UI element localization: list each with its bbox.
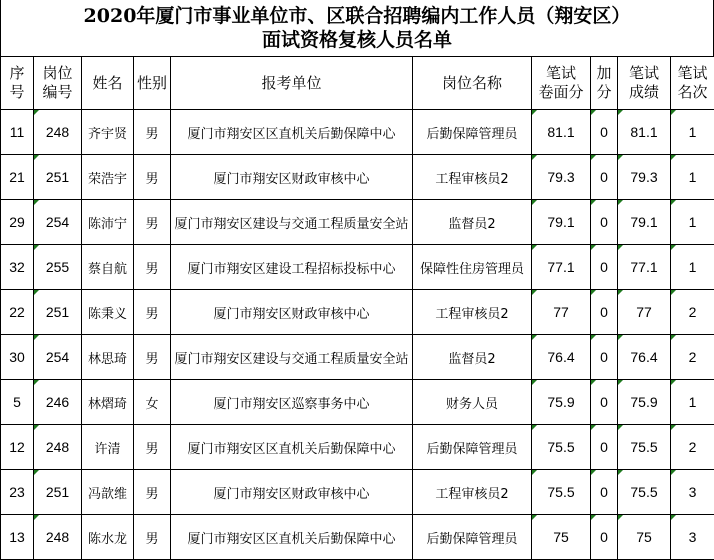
cell-name: 荣浩宇 — [82, 155, 134, 200]
cell-seq: 22 — [1, 290, 34, 335]
cell-gender: 男 — [134, 425, 171, 470]
header-line-1: 岗位 — [34, 64, 81, 83]
cell-name: 冯歆维 — [82, 470, 134, 515]
cell-gender: 男 — [134, 515, 171, 560]
column-header-gender — [134, 57, 171, 110]
cell-bonus: 0 — [591, 155, 618, 200]
candidate-table — [0, 56, 714, 560]
table-row — [1, 335, 714, 380]
cell-post-name: 工程审核员2 — [413, 470, 532, 515]
table-row — [1, 515, 714, 560]
cell-seq: 13 — [1, 515, 34, 560]
cell-gender: 女 — [134, 380, 171, 425]
cell-bonus: 0 — [591, 245, 618, 290]
table-row — [1, 380, 714, 425]
cell-rank: 2 — [671, 335, 714, 380]
column-header-bonus — [591, 57, 618, 110]
cell-post-name: 工程审核员2 — [413, 290, 532, 335]
cell-unit: 厦门市翔安区区直机关后勤保障中心 — [171, 425, 413, 470]
cell-unit: 厦门市翔安区财政审核中心 — [171, 155, 413, 200]
cell-written-score: 81.1 — [618, 110, 671, 155]
cell-bonus: 0 — [591, 110, 618, 155]
header-line-2: 名次 — [671, 83, 714, 102]
header-line-2: 编号 — [34, 83, 81, 102]
cell-seq: 23 — [1, 470, 34, 515]
cell-bonus: 0 — [591, 335, 618, 380]
cell-gender: 男 — [134, 470, 171, 515]
cell-rank: 1 — [671, 155, 714, 200]
header-line-2: 分 — [591, 83, 617, 102]
header-line-1: 岗位名称 — [413, 74, 531, 93]
header-line-1: 笔试 — [671, 64, 714, 83]
table-row — [1, 155, 714, 200]
cell-name: 陈秉义 — [82, 290, 134, 335]
header-line-1: 序 — [1, 64, 33, 83]
cell-bonus: 0 — [591, 425, 618, 470]
table-row — [1, 245, 714, 290]
column-header-seq — [1, 57, 34, 110]
cell-rank: 1 — [671, 380, 714, 425]
cell-post-name: 监督员2 — [413, 335, 532, 380]
header-line-2: 号 — [1, 83, 33, 102]
cell-written-score: 75.5 — [618, 470, 671, 515]
cell-name: 林思琦 — [82, 335, 134, 380]
cell-rank: 3 — [671, 515, 714, 560]
cell-rank: 1 — [671, 245, 714, 290]
cell-bonus: 0 — [591, 515, 618, 560]
header-line-1: 姓名 — [82, 74, 133, 93]
cell-unit: 厦门市翔安区财政审核中心 — [171, 470, 413, 515]
cell-written-score: 77.1 — [618, 245, 671, 290]
header-line-1: 性别 — [134, 74, 170, 93]
table-row — [1, 110, 714, 155]
cell-unit: 厦门市翔安区建设与交通工程质量安全站 — [171, 200, 413, 245]
cell-seq: 21 — [1, 155, 34, 200]
cell-post-code: 246 — [34, 380, 82, 425]
cell-gender: 男 — [134, 155, 171, 200]
cell-post-name: 后勤保障管理员 — [413, 515, 532, 560]
cell-post-name: 后勤保障管理员 — [413, 425, 532, 470]
cell-gender: 男 — [134, 245, 171, 290]
cell-name: 齐宇贤 — [82, 110, 134, 155]
header-line-1: 笔试 — [618, 64, 670, 83]
cell-rank: 2 — [671, 290, 714, 335]
header-row — [1, 57, 714, 110]
table-body — [1, 110, 714, 560]
cell-written-score: 76.4 — [618, 335, 671, 380]
table-row — [1, 470, 714, 515]
cell-gender: 男 — [134, 200, 171, 245]
cell-paper-score: 79.3 — [532, 155, 591, 200]
cell-seq: 30 — [1, 335, 34, 380]
cell-bonus: 0 — [591, 380, 618, 425]
cell-unit: 厦门市翔安区区直机关后勤保障中心 — [171, 110, 413, 155]
cell-post-code: 248 — [34, 110, 82, 155]
cell-paper-score: 76.4 — [532, 335, 591, 380]
cell-unit: 厦门市翔安区建设工程招标投标中心 — [171, 245, 413, 290]
title-line-2: 面试资格复核人员名单 — [1, 28, 713, 52]
cell-paper-score: 79.1 — [532, 200, 591, 245]
cell-post-name: 工程审核员2 — [413, 155, 532, 200]
header-line-1: 加 — [591, 64, 617, 83]
cell-bonus: 0 — [591, 200, 618, 245]
cell-name: 林熠琦 — [82, 380, 134, 425]
cell-written-score: 75.5 — [618, 425, 671, 470]
cell-bonus: 0 — [591, 290, 618, 335]
table-row — [1, 200, 714, 245]
cell-name: 陈水龙 — [82, 515, 134, 560]
column-header-paper-score — [532, 57, 591, 110]
cell-seq: 12 — [1, 425, 34, 470]
cell-paper-score: 75.9 — [532, 380, 591, 425]
cell-rank: 1 — [671, 200, 714, 245]
cell-written-score: 77 — [618, 290, 671, 335]
cell-post-code: 254 — [34, 200, 82, 245]
cell-gender: 男 — [134, 290, 171, 335]
cell-post-code: 255 — [34, 245, 82, 290]
column-header-rank — [671, 57, 714, 110]
cell-paper-score: 77 — [532, 290, 591, 335]
column-header-unit — [171, 57, 413, 110]
cell-gender: 男 — [134, 335, 171, 380]
cell-name: 陈沛宁 — [82, 200, 134, 245]
cell-unit: 厦门市翔安区财政审核中心 — [171, 290, 413, 335]
header-line-1: 笔试 — [532, 64, 590, 83]
cell-rank: 2 — [671, 425, 714, 470]
cell-written-score: 75 — [618, 515, 671, 560]
cell-post-name: 财务人员 — [413, 380, 532, 425]
cell-unit: 厦门市翔安区建设与交通工程质量安全站 — [171, 335, 413, 380]
header-line-2: 卷面分 — [532, 83, 590, 102]
cell-post-name: 监督员2 — [413, 200, 532, 245]
cell-paper-score: 75.5 — [532, 470, 591, 515]
cell-bonus: 0 — [591, 470, 618, 515]
column-header-written-score — [618, 57, 671, 110]
cell-written-score: 79.1 — [618, 200, 671, 245]
column-header-post-code — [34, 57, 82, 110]
cell-post-code: 251 — [34, 155, 82, 200]
cell-post-code: 254 — [34, 335, 82, 380]
cell-post-code: 251 — [34, 470, 82, 515]
cell-seq: 32 — [1, 245, 34, 290]
cell-unit: 厦门市翔安区巡察事务中心 — [171, 380, 413, 425]
table-row — [1, 290, 714, 335]
cell-rank: 3 — [671, 470, 714, 515]
cell-written-score: 75.9 — [618, 380, 671, 425]
document-title — [0, 0, 714, 56]
cell-post-code: 251 — [34, 290, 82, 335]
cell-paper-score: 75 — [532, 515, 591, 560]
title-line-1: 2020年厦门市事业单位市、区联合招聘编内工作人员（翔安区） — [1, 4, 713, 28]
table-row — [1, 425, 714, 470]
column-header-name — [82, 57, 134, 110]
cell-post-name: 保障性住房管理员 — [413, 245, 532, 290]
cell-post-code: 248 — [34, 425, 82, 470]
cell-unit: 厦门市翔安区区直机关后勤保障中心 — [171, 515, 413, 560]
cell-name: 许清 — [82, 425, 134, 470]
cell-seq: 5 — [1, 380, 34, 425]
cell-paper-score: 75.5 — [532, 425, 591, 470]
cell-rank: 1 — [671, 110, 714, 155]
cell-post-name: 后勤保障管理员 — [413, 110, 532, 155]
cell-post-code: 248 — [34, 515, 82, 560]
header-line-2: 成绩 — [618, 83, 670, 102]
cell-paper-score: 81.1 — [532, 110, 591, 155]
cell-written-score: 79.3 — [618, 155, 671, 200]
cell-seq: 29 — [1, 200, 34, 245]
cell-paper-score: 77.1 — [532, 245, 591, 290]
cell-gender: 男 — [134, 110, 171, 155]
column-header-post-name — [413, 57, 532, 110]
cell-seq: 11 — [1, 110, 34, 155]
header-line-1: 报考单位 — [171, 74, 412, 93]
cell-name: 蔡自航 — [82, 245, 134, 290]
